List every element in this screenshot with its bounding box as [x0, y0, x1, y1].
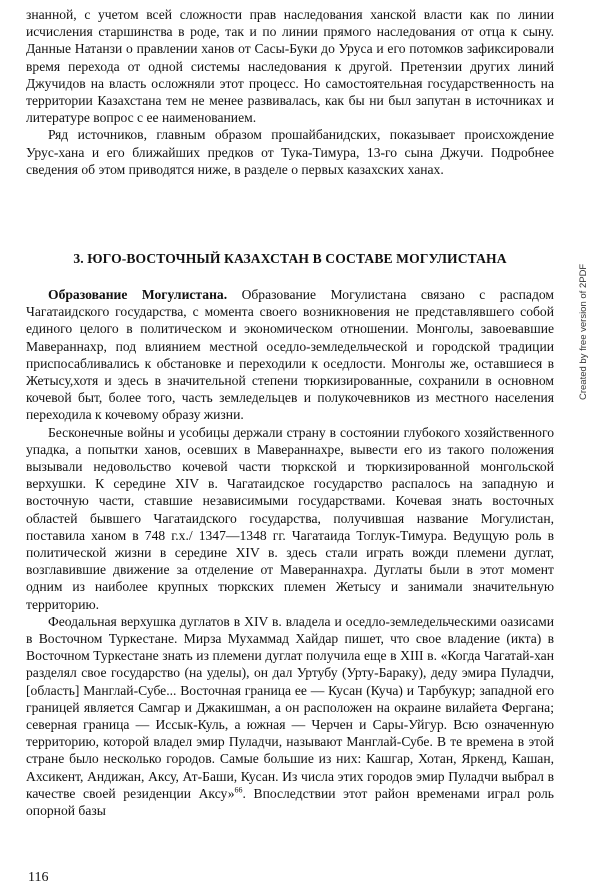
- paragraph: [26, 286, 554, 424]
- top-text-block: [26, 6, 554, 178]
- paragraph: [26, 613, 554, 819]
- paragraph: знанной, с учетом всей сложности прав наследования ханской власти как по линии исчисления старшинства в роде, так и по линии прямого наследования от отца к сыну. Данные Натанзи о правлении ханов от Сасы-Буки до Уруса и его потомков зафиксировали время перехода от одной системы наследования к другой. Претензии других линий Джучидов на власть осложняли этот процесс. Но самостоятельная государственность на территории Казахстана тем не менее развивалась, как бы ни был запутан в источниках и литературе вопрос с ее наименованием.: [26, 7, 554, 126]
- paragraph: Ряд источников, главным образом прошайбанидских, показывает происхождение Урус-хана и его ближайших предков от Тука-Тимура, 13-го сына Джучи. Подробнее сведения об этом приводятся ниже, в разделе о первых казахских ханах.: [26, 127, 554, 177]
- watermark: Created by free version of 2PDF: [578, 263, 589, 400]
- paragraph-text: Образование Могулистана связано с распадом Чагатаидского государства, с момента своего возникновения не представлявшего собой единого целого в политическом и экономическом отношении. Монголы, завоевавшие Мавераннахр, под влиянием местной оседло-земледельческой и городской традиции приспосабливались к обстановке и переходили к оседлости. Монголы же, оставшиеся в Жетысу,хотя и здесь в значительной степени тюркизированные, сохранили в основном кочевой быт, более того, часть земледельцев и полукочевников из местного населения переходила к кочевому образу жизни.: [26, 287, 555, 423]
- page-number: 116: [28, 870, 49, 885]
- footnote-marker: 66: [234, 785, 243, 795]
- run-in-heading: Образование Могулистана.: [48, 287, 228, 302]
- paragraph: Бесконечные войны и усобицы держали страну в состоянии глубокого хозяйственного упадка, а попытки ханов, осевших в Мавераннахре, вывести его из такого положения вызывали недовольство кочевой части тюркской и тюркизированной монгольской верхушки. К середине XIV в. Чагатаидское государство распалось на западную и восточную части, ставшие независимыми государствами. Кочевая знать восточных областей бывшего Чагатаидского государства, получившая название Могулистан, поставила ханом в 748 г.х./ 1347—1348 гг. Чагатаида Тоглук-Тимура. Ведущую роль в политической жизни в середине XIV в. здесь стали играть вожди племени дуглат, возглавившие движение за отделение от Мавераннахра. Дуглаты были в этот момент одним из наиболее крупных тюркских племен Жетысу и занимали значительную территорию.: [26, 424, 554, 612]
- paragraph-text-tail: . Впоследствии этот район временами играл роль опорной базы: [26, 785, 554, 819]
- section-heading: 3. ЮГО-ВОСТОЧНЫЙ КАЗАХСТАН В СОСТАВЕ МОГУЛИСТАНА: [73, 251, 507, 266]
- paragraph-text: Феодальная верхушка дуглатов в XIV в. владела и оседло-земледельческими оазисами в Восточном Туркестане. Мирза Мухаммад Хайдар пишет, что свое владение (икта) в Восточном Туркестане знать из племени дуглат получила еще в XIII в. «Когда Чагатай-хан разделял свое государство (на уделы), он дал Уртубу (Урту-Бараку), деду эмира Пуладчи, [область] Манглай-Субе... Восточная граница ее — Кусан (Куча) и Тарбукур; западной его границей является Самгар и Джакишман, а он расположен на окраине вилайета Фергана; северная граница — Иссык-Куль, а южная — Черчен и Сары-Уйгур. Всю означенную территорию, которой владел эмир Пуладчи, называют Манглай-Субе. В те времена в этой стране было несколько городов. Самые большие из них: Кашгар, Хотан, Яркенд, Кашан, Ахсикент, Андижан, Аксу, Ат-Баши, Кусан. Из числа этих городов эмир Пуладчи выбрал в качестве своей резиденции Аксу»: [26, 613, 554, 801]
- main-text-block: [26, 286, 554, 819]
